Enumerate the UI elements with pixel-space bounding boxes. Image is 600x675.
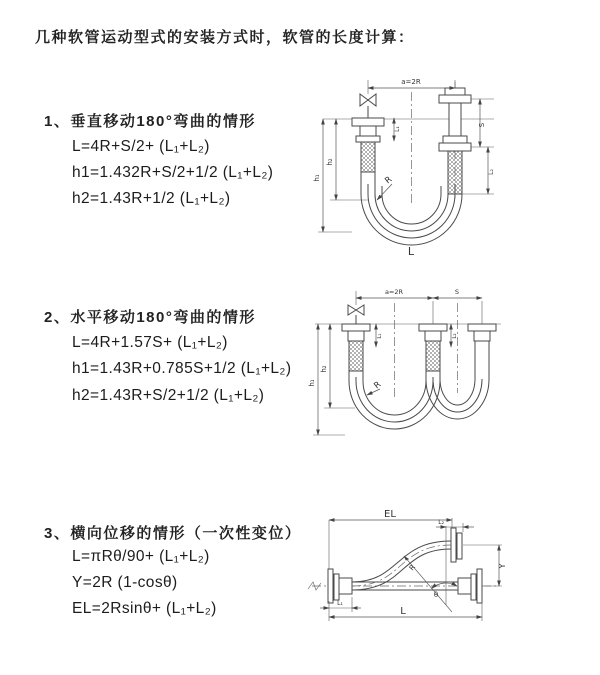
- d1-l1-label: L₁: [394, 126, 401, 132]
- d3-l1-label: L₁: [337, 600, 343, 607]
- d1-l-label: L: [407, 245, 415, 258]
- d3-displaced-hose: [352, 541, 451, 590]
- page-title: 几种软管运动型式的安装方式时，软管的长度计算：: [35, 29, 415, 46]
- section-1-formula-h1: h1=1.432R+S/2+1/2 (L₁+L₂): [72, 164, 274, 181]
- diagram-vertical-180-bend: [310, 72, 580, 262]
- d3-r-label: R: [407, 563, 418, 573]
- section-1-formula-L: L=4R+S/2+ (L₁+L₂): [72, 138, 210, 155]
- section-1-formula-h2: h2=1.43R+1/2 (L₁+L₂): [72, 190, 231, 207]
- d1-r-label: R: [383, 174, 395, 187]
- d3-l-label: L: [400, 606, 406, 617]
- d2-right-pipe-assembly: [468, 301, 496, 341]
- braided-hose-section: [361, 142, 375, 172]
- braided-hose-section: [349, 341, 363, 371]
- d1-left-pipe-assembly: [352, 80, 384, 172]
- d2-middle-pipe-assembly: [419, 301, 447, 371]
- d3-upper-flange: [451, 528, 462, 562]
- d1-l2-label: L₂: [488, 169, 495, 175]
- braided-hose-section: [426, 341, 440, 371]
- d3-left-flange: [328, 569, 352, 603]
- section-2-formula-L: L=4R+1.57S+ (L₁+L₂): [72, 334, 228, 351]
- section-1-heading: 1、垂直移动180°弯曲的情形: [44, 113, 256, 130]
- d2-l2-label: L₂: [452, 333, 458, 339]
- section-3-formula-L: L=πRθ/90+ (L₁+L₂): [72, 548, 210, 565]
- diagram-horizontal-180-bend: [305, 283, 585, 458]
- section-3-formula-EL: EL=2Rsinθ+ (L₁+L₂): [72, 600, 217, 617]
- d2-h2-label: h₂: [320, 365, 328, 373]
- d2-span-label: a=2R: [384, 288, 404, 296]
- d3-el-label: EL: [384, 509, 396, 520]
- d2-s-label: S: [454, 288, 460, 296]
- d1-dimensions: [318, 88, 494, 232]
- d1-h2-label: h₂: [326, 158, 334, 166]
- d1-h1-label: h₁: [313, 174, 321, 182]
- section-2-formula-h2: h2=1.43R+S/2+1/2 (L₁+L₂): [72, 387, 265, 404]
- d2-l1-label: L₁: [377, 333, 383, 339]
- d3-y-label: Y: [498, 563, 507, 569]
- d2-r-label: R: [372, 379, 384, 392]
- section-3-formula-Y: Y=2R (1-cosθ): [72, 574, 178, 591]
- d1-s-label: S: [478, 122, 486, 128]
- valve-icon: [348, 305, 364, 315]
- d2-hose-u-bends: [349, 341, 489, 429]
- centerline-break-icon: [308, 582, 321, 590]
- section-2-heading: 2、水平移动180°弯曲的情形: [44, 309, 256, 326]
- d3-right-flange: [458, 569, 482, 603]
- d2-left-pipe-assembly: [342, 291, 370, 371]
- section-2-formula-h1: h1=1.43R+0.785S+1/2 (L₁+L₂): [72, 360, 292, 377]
- d1-span-label: a=2R: [401, 78, 421, 86]
- section-3-heading: 3、横向位移的情形（一次性变位）: [44, 525, 302, 542]
- d3-l2-label: L₂: [438, 519, 444, 526]
- d1-right-pipe-assembly: [439, 80, 471, 194]
- diagram-lateral-displacement: [300, 505, 595, 655]
- d2-h1-label: h₁: [308, 379, 316, 387]
- d3-theta-label: θ: [433, 591, 439, 599]
- valve-icon: [360, 94, 376, 106]
